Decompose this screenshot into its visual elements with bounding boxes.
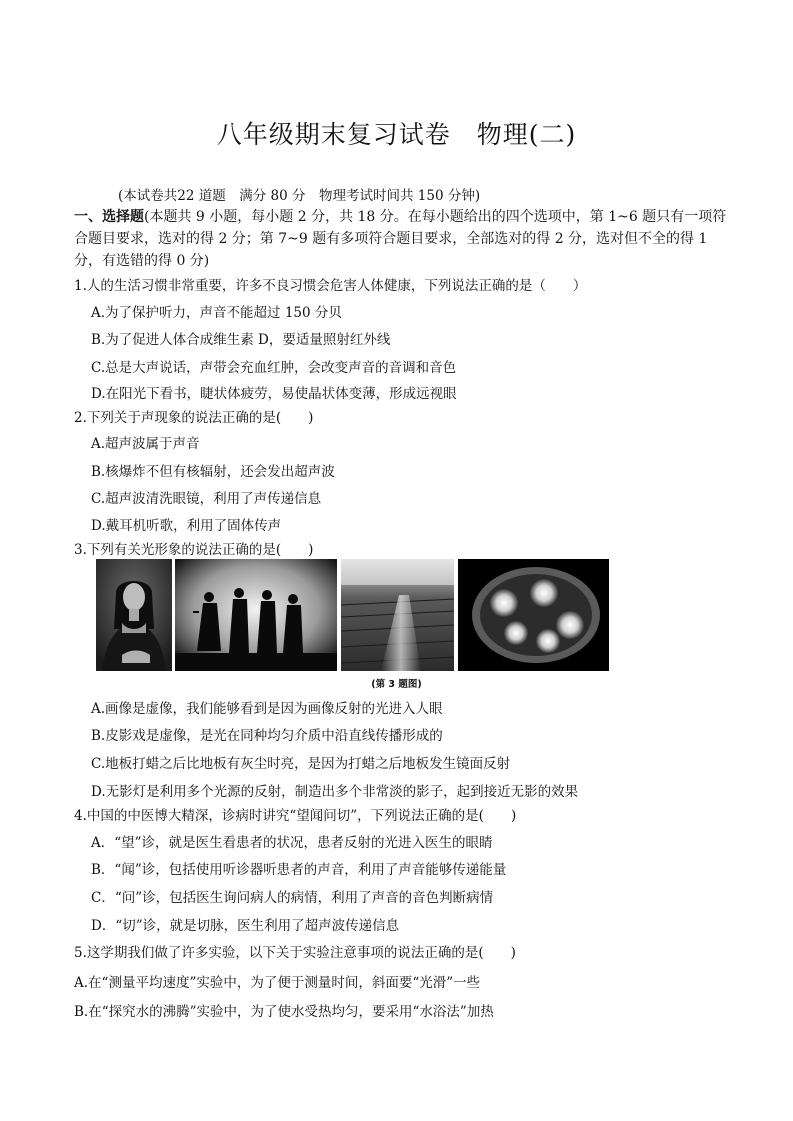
question-3-option-d: D.无影灯是利用多个光源的反射，制造出多个非常淡的影子，起到接近无影的效果 — [91, 784, 579, 800]
question-1-stem: 1.人的生活习惯非常重要，许多不良习惯会危害人体健康，下列说法正确的是（ ） — [74, 278, 587, 294]
question-4-option-d: D．“切”诊，就是切脉，医生利用了超声波传递信息 — [91, 918, 400, 934]
figure-shadowless-lamp — [458, 559, 609, 671]
question-3-option-b: B.皮影戏是虚像，是光在同种均匀介质中沿直线传播形成的 — [91, 728, 443, 744]
question-1-option-c: C.总是大声说话，声带会充血红肿，会改变声音的音调和音色 — [91, 360, 457, 376]
figure-waxed-floor — [341, 559, 454, 671]
question-2-option-d: D.戴耳机听歌，利用了固体传声 — [91, 518, 282, 534]
question-3-stem: 3.下列有关光形象的说法正确的是( ) — [74, 542, 314, 558]
question-1-option-a: A.为了保护听力，声音不能超过 150 分贝 — [91, 305, 342, 321]
question-4-option-c: C．“问”诊，包括医生询问病人的病情，利用了声音的音色判断病情 — [91, 890, 494, 906]
section-text: (本题共 9 小题，每小题 2 分，共 18 分。在每小题给出的四个选项中，第 1~6 题只有一项符合题目要求，选对的得 2 分；第 7~9 题有多项符合题目要求，全部选对的得 2 分，选对但不全的得 1 分，有选错的得 0 分) — [74, 209, 727, 269]
question-4-option-b: B．“闻”诊，包括使用听诊器听患者的声音，利用了声音能够传递能量 — [91, 862, 507, 878]
question-5-stem: 5.这学期我们做了许多实验，以下关于实验注意事项的说法正确的是( ) — [74, 945, 516, 961]
question-4-stem: 4.中国的中医博大精深，诊病时讲究“望闻问切”，下列说法正确的是( ) — [74, 808, 517, 824]
section-heading: 一、选择题 — [74, 209, 144, 225]
question-3-option-c: C.地板打蜡之后比地板有灰尘时亮，是因为打蜡之后地板发生镜面反射 — [91, 756, 511, 772]
question-5-option-a: A.在“测量平均速度”实验中，为了便于测量时间，斜面要“光滑”一些 — [74, 975, 481, 991]
question-1-option-d: D.在阳光下看书，睫状体疲劳，易使晶状体变薄，形成远视眼 — [91, 386, 457, 402]
question-2-option-c: C.超声波清洗眼镜，利用了声传递信息 — [91, 491, 322, 507]
question-5-option-b: B.在“探究水的沸腾”实验中，为了使水受热均匀，要采用“水浴法”加热 — [74, 1004, 494, 1020]
question-2-stem: 2.下列关于声现象的说法正确的是( ) — [74, 410, 314, 426]
question-1-option-b: B.为了促进人体合成维生素 D，要适量照射红外线 — [91, 332, 391, 348]
section-instructions — [74, 206, 730, 272]
figure-shadow-puppets — [175, 559, 337, 671]
exam-info: (本试卷共22 道题 满分 80 分 物理考试时间共 150 分钟) — [118, 188, 481, 204]
figure-caption: (第 3 题图) — [371, 679, 422, 690]
question-2-option-a: A.超声波属于声音 — [91, 436, 200, 452]
figure-painting — [96, 559, 172, 671]
question-3-option-a: A.画像是虚像，我们能够看到是因为画像反射的光进入人眼 — [91, 701, 443, 717]
question-2-option-b: B.核爆炸不但有核辐射，还会发出超声波 — [91, 464, 335, 480]
question-4-option-a: A．“望”诊，就是医生看患者的状况，患者反射的光进入医生的眼睛 — [91, 835, 493, 851]
page-title: 八年级期末复习试卷 物理(二) — [216, 120, 577, 149]
